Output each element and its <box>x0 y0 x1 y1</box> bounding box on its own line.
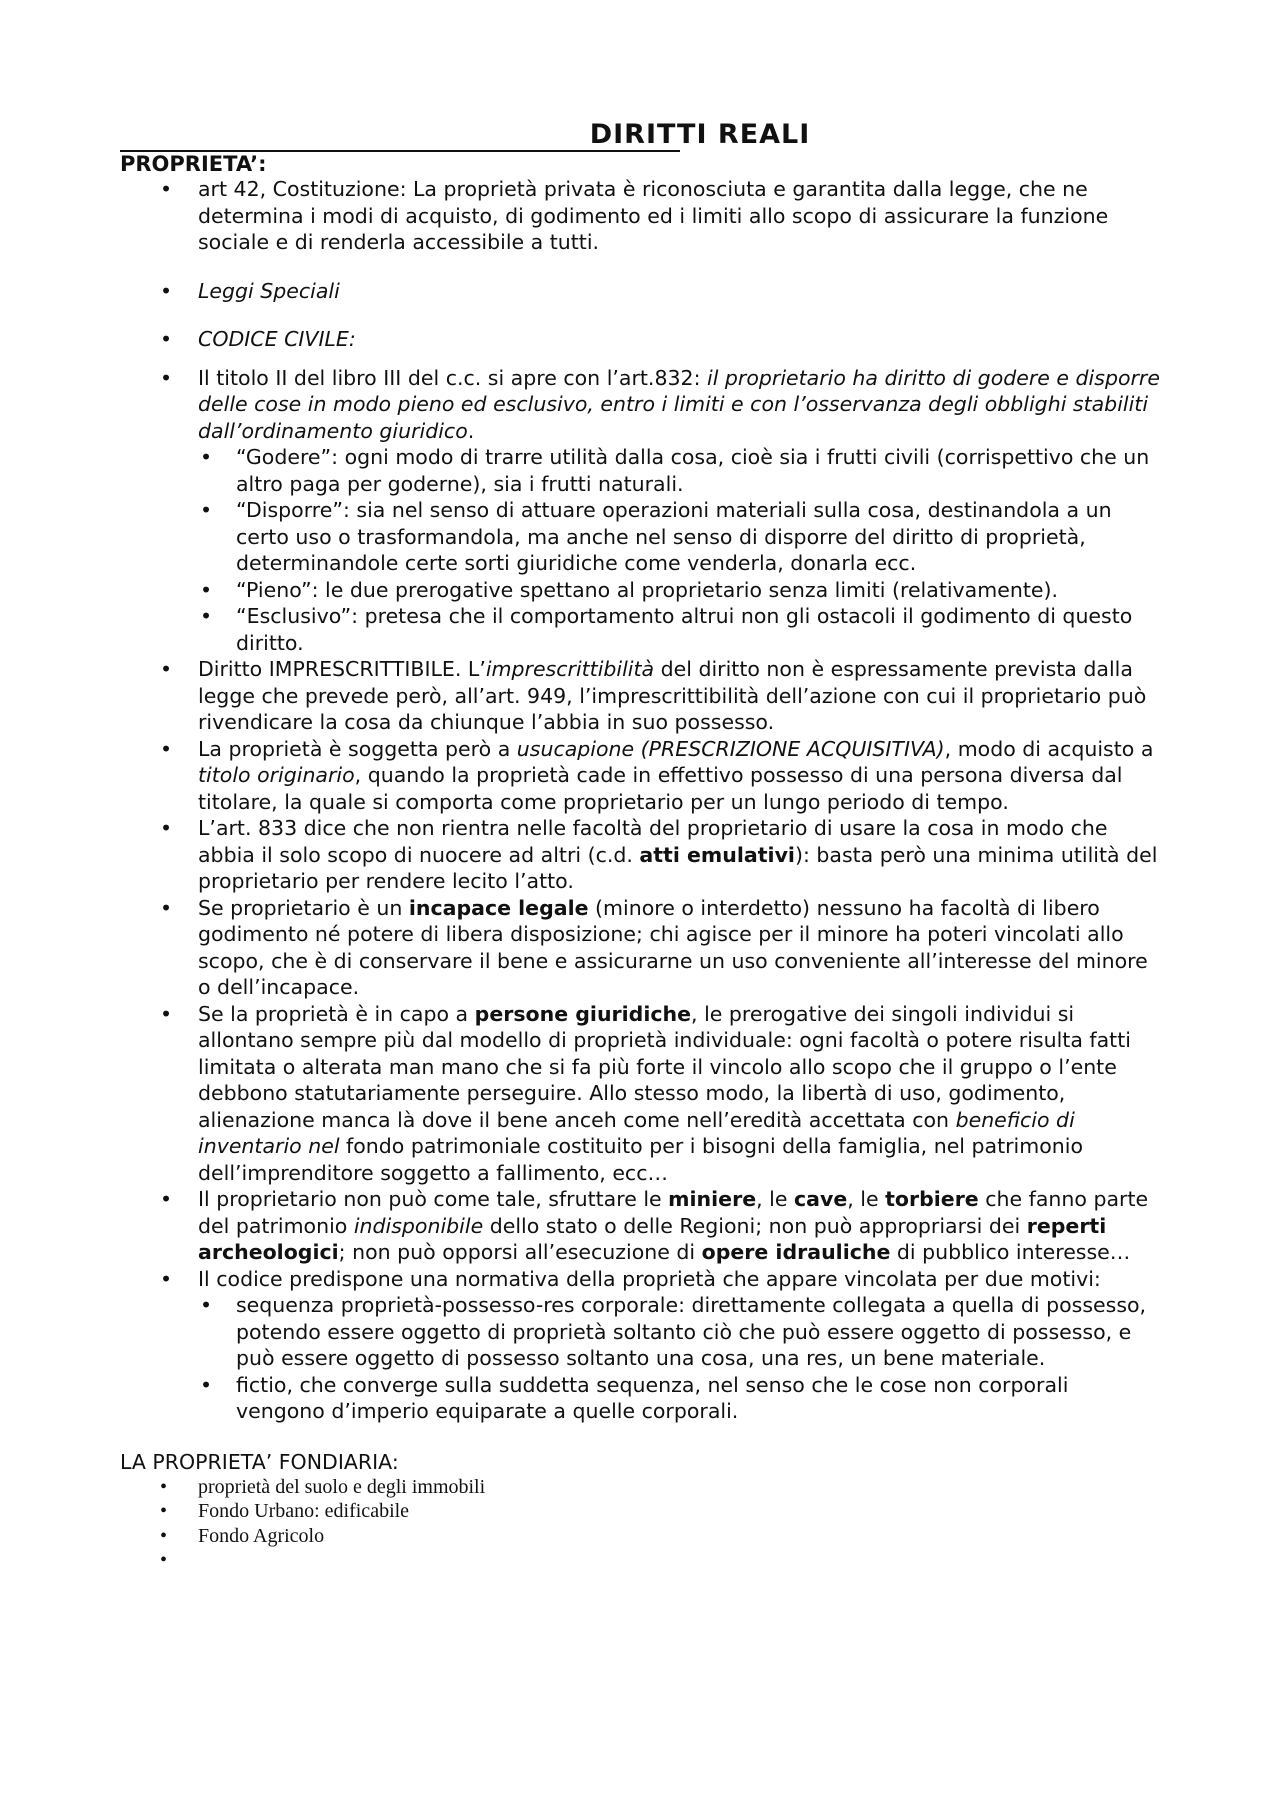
bullet-icon: • <box>160 1500 168 1522</box>
bullet-icon: • <box>160 278 173 303</box>
bullet-icon: • <box>160 1524 168 1547</box>
list-item: • Se la proprietà è in capo a persone giuridiche, le prerogative dei singoli individui si allontano sempre più dal modello di proprietà individuale: ogni facoltà o potere risulta fatti limitata o alterata man mano che si fa più forte il vincolo allo scopo che il gruppo o l’ente debbono statutariamente perseguire. Allo stesso modo, la libertà di uso, godimento, alienazione manca là dove il bene anceh come nell’eredità accettata con beneficio di inventario nel fondo patrimoniale costituito per i bisogni della famiglia, nel patrimonio dell’imprenditore soggetto a fallimento, ecc… <box>160 1001 1131 1185</box>
list-item: • Leggi Speciali <box>160 278 340 303</box>
list-item: • Se proprietario è un incapace legale (minore o interdetto) nessuno ha facoltà di libero godimento né potere di libera disposizione; chi agisce per il minore ha poteri vincolati allo scopo, che è di conservare il bene e assicurarne un uso conveniente all’interesse del minore o dell’incapace. <box>160 895 1148 999</box>
bullet-icon: • <box>200 604 213 628</box>
list-item: • “Disporre”: sia nel senso di attuare operazioni materiali sulla cosa, destinandola a un certo uso o trasformandola, ma anche nel senso di disporre del diritto di proprietà, determinandole certe sorti giuridiche come venderla, donarla ecc. <box>200 498 1112 575</box>
document-page <box>120 118 1160 1571</box>
list-item: • proprietà del suolo e degli immobili <box>160 1475 486 1498</box>
list-item: • Fondo Urbano: edificabile <box>160 1500 410 1522</box>
list-item: • “Godere”: ogni modo di trarre utilità dalla cosa, cioè sia i frutti civili (corrispettivo che un altro paga per goderne), sia i frutti naturali. <box>200 445 1150 496</box>
list-item: • CODICE CIVILE: <box>160 327 356 351</box>
document-title: DIRITTI REALI <box>589 119 811 150</box>
bullet-icon: • <box>160 816 173 840</box>
list-item: • L’art. 833 dice che non rientra nelle facoltà del proprietario di usare la cosa in modo che abbia il solo scopo di nuocere ad altri (c.d. atti emulativi): basta però una minima utilità del proprietario per rendere lecito l’atto. <box>160 816 1158 893</box>
bullet-icon: • <box>160 327 173 351</box>
list-item: • fictio, che converge sulla suddetta sequenza, nel senso che le cose non corporali vengono d’imperio equiparate a quelle corporali. <box>200 1372 1069 1423</box>
bullet-icon: • <box>160 736 173 761</box>
bullet-icon: • <box>160 1187 173 1211</box>
bullet-icon: • <box>160 1549 168 1571</box>
bullet-icon: • <box>200 1372 213 1397</box>
bullet-icon: • <box>160 365 173 390</box>
bullet-icon: • <box>200 577 213 602</box>
bullet-icon: • <box>160 895 173 920</box>
bullet-icon: • <box>160 177 173 201</box>
list-item: • Il codice predispone una normativa della proprietà che appare vincolata per due motivi: <box>160 1266 1101 1291</box>
bullet-icon: • <box>160 1266 173 1291</box>
bullet-icon: • <box>160 1475 168 1498</box>
bullet-icon: • <box>160 1001 173 1026</box>
section-heading-fondiaria: LA PROPRIETA’ FONDIARIA: <box>120 1449 399 1474</box>
list-item: • Il proprietario non può come tale, sfruttare le miniere, le cave, le torbiere che fanno parte del patrimonio indisponibile dello stato o delle Regioni; non può appropriarsi dei reperti archeologici; non può opporsi all’esecuzione di opere idrauliche di pubblico interesse… <box>160 1187 1149 1264</box>
proprieta-list <box>120 176 1160 1425</box>
list-item: • “Pieno”: le due prerogative spettano al proprietario senza limiti (relativamente). <box>200 577 1058 602</box>
list-item: • Fondo Agricolo <box>160 1524 325 1547</box>
fondiaria-list <box>120 1475 1160 1571</box>
list-item: • La proprietà è soggetta però a usucapione (PRESCRIZIONE ACQUISITIVA), modo di acquisto a titolo originario, quando la proprietà cade in effettivo possesso di una persona diversa dal titolare, la quale si comporta come proprietario per un lungo periodo di tempo. <box>160 736 1154 814</box>
list-item: • art 42, Costituzione: La proprietà privata è riconosciuta e garantita dalla legge, che ne determina i modi di acquisto, di godimento ed i limiti allo scopo di assicurare la funzione sociale e di renderla accessibile a tutti. <box>160 177 1109 254</box>
list-item: • Il titolo II del libro III del c.c. si apre con l’art.832: il proprietario ha diritto di godere e disporre delle cose in modo pieno ed esclusivo, entro i limiti e con l’osservanza degli obblighi stabiliti dall’ordinamento giuridico. <box>160 365 1160 443</box>
bullet-icon: • <box>200 498 213 522</box>
list-item: • sequenza proprietà-possesso-res corporale: direttamente collegata a quella di possesso, potendo essere oggetto di proprietà soltanto ciò che può essere oggetto di possesso, e può essere oggetto di possesso soltanto una cosa, una res, un bene materiale. <box>200 1293 1147 1370</box>
bullet-icon: • <box>200 445 213 469</box>
section-heading-proprieta: PROPRIETA’: <box>120 150 680 176</box>
bullet-icon: • <box>160 657 173 681</box>
bullet-icon: • <box>200 1293 213 1317</box>
list-item: • “Esclusivo”: pretesa che il comportamento altrui non gli ostacoli il godimento di questo diritto. <box>200 604 1133 655</box>
list-item: • Diritto IMPRESCRITTIBILE. L’imprescrittibilità del diritto non è espressamente prevista dalla legge che prevede però, all’art. 949, l’imprescrittibilità dell’azione con cui il proprietario può rivendicare la cosa da chiunque l’abbia in suo possesso. <box>160 657 1147 734</box>
